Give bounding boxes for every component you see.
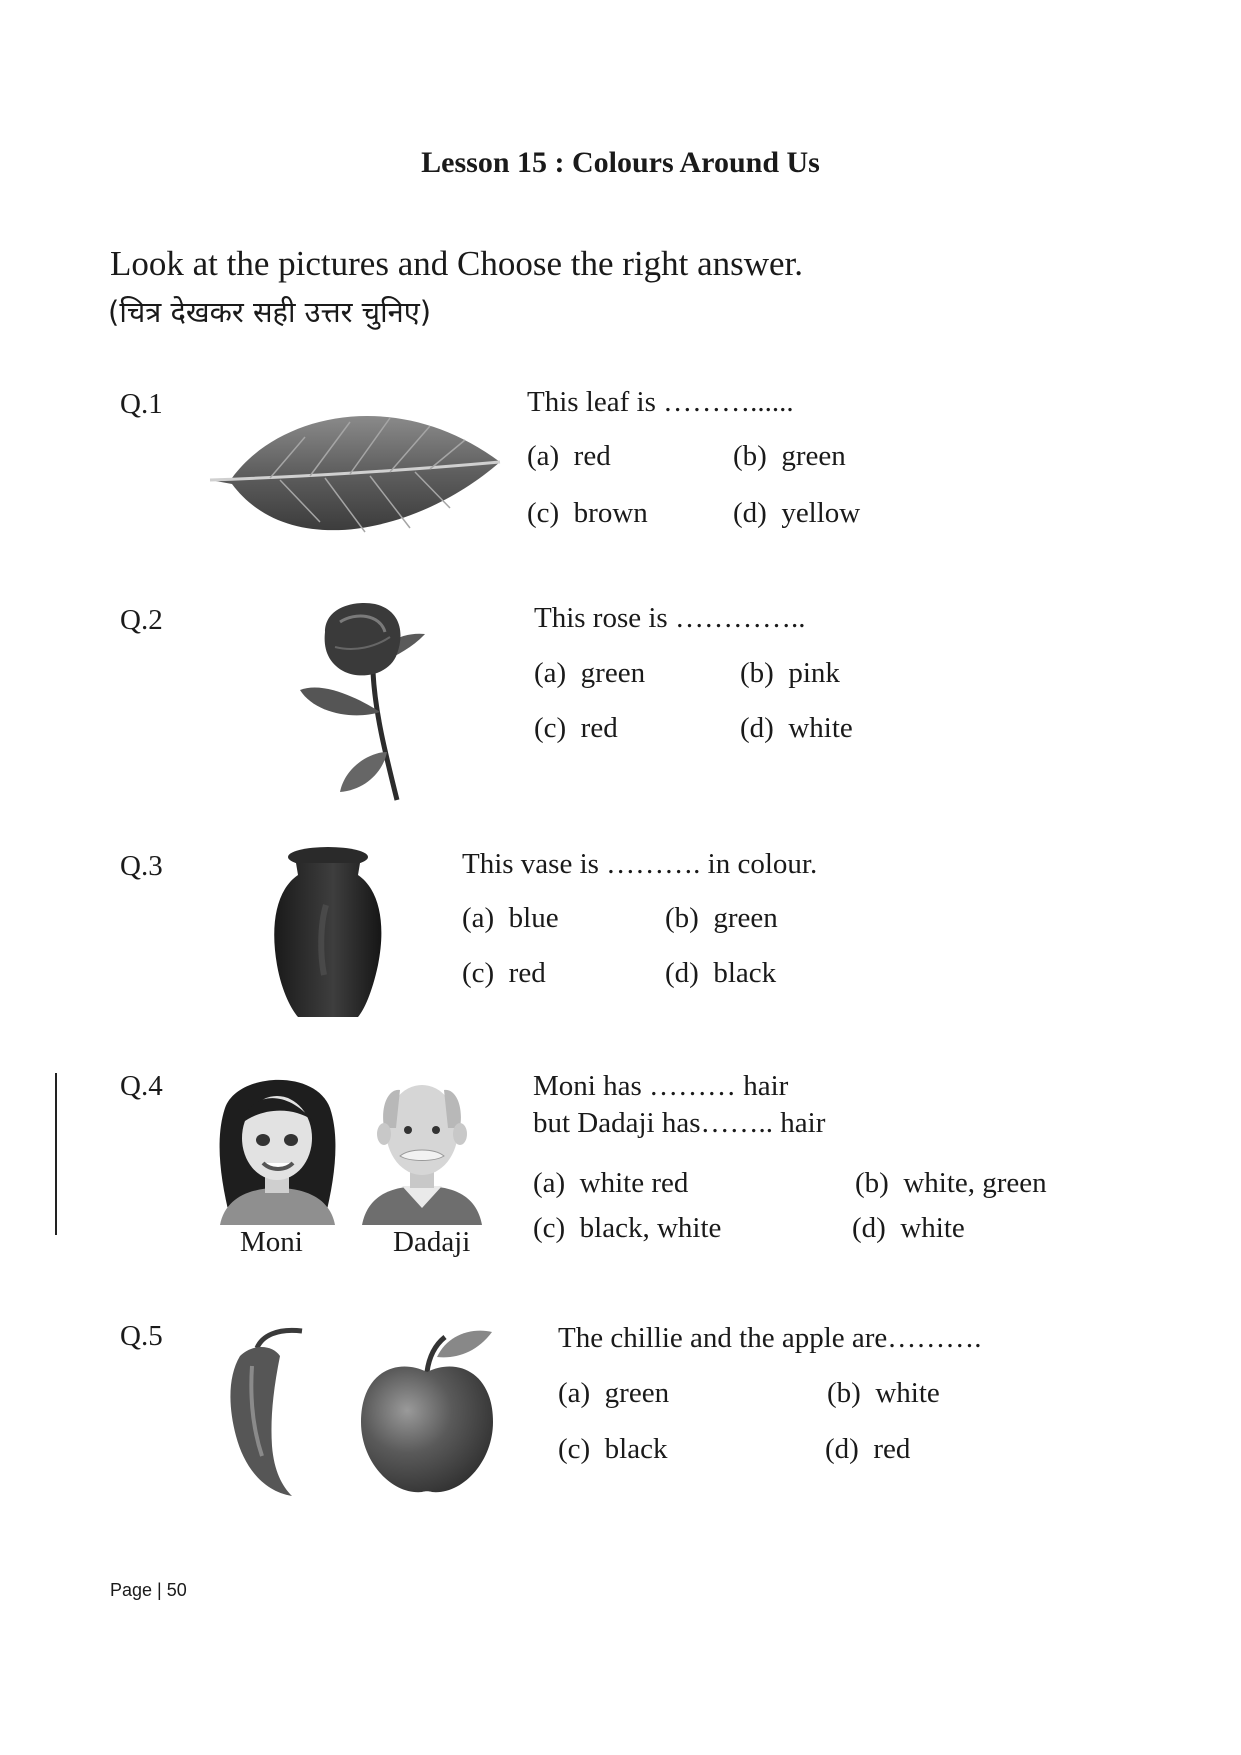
option-d[interactable]: (d) red: [825, 1433, 911, 1465]
margin-line: [55, 1073, 57, 1235]
rose-image: [285, 602, 435, 802]
instruction-hindi: (चित्र देखकर सही उत्तर चुनिए): [108, 295, 432, 329]
option-b[interactable]: (b) white: [827, 1377, 940, 1409]
option-d[interactable]: (d) white: [852, 1212, 965, 1244]
leaf-image: [210, 392, 505, 552]
option-a[interactable]: (a) blue: [462, 902, 559, 934]
option-a[interactable]: (a) white red: [533, 1167, 689, 1199]
option-d[interactable]: (d) black: [665, 957, 777, 989]
question-text: This rose is …………..: [534, 602, 806, 634]
option-a[interactable]: (a) green: [558, 1377, 670, 1409]
option-c[interactable]: (c) red: [462, 957, 546, 989]
option-c[interactable]: (c) black, white: [533, 1212, 722, 1244]
chilli-image: [222, 1326, 307, 1498]
option-a[interactable]: (a) red: [527, 440, 611, 472]
question-text-line2: but Dadaji has…….. hair: [533, 1107, 826, 1139]
option-b[interactable]: (b) green: [665, 902, 778, 934]
option-b[interactable]: (b) pink: [740, 657, 840, 689]
option-d[interactable]: (d) yellow: [733, 497, 861, 529]
option-b[interactable]: (b) white, green: [855, 1167, 1047, 1199]
question-number: Q.2: [120, 604, 163, 636]
question-text: The chillie and the apple are……….: [558, 1322, 982, 1354]
option-c[interactable]: (c) black: [558, 1433, 668, 1465]
question-number: Q.5: [120, 1320, 163, 1352]
caption-moni: Moni: [240, 1226, 303, 1258]
option-d[interactable]: (d) white: [740, 712, 853, 744]
option-c[interactable]: (c) red: [534, 712, 618, 744]
question-number: Q.3: [120, 850, 163, 882]
question-text: This vase is ………. in colour.: [462, 848, 818, 880]
question-number: Q.4: [120, 1070, 163, 1102]
caption-dadaji: Dadaji: [393, 1226, 471, 1258]
apple-image: [357, 1327, 497, 1497]
option-b[interactable]: (b) green: [733, 440, 846, 472]
vase-image: [268, 845, 388, 1020]
girl-moni-image: [215, 1068, 340, 1225]
option-a[interactable]: (a) green: [534, 657, 646, 689]
grandfather-dadaji-image: [360, 1068, 485, 1225]
lesson-title: Lesson 15 : Colours Around Us: [421, 146, 820, 179]
page-number: Page | 50: [110, 1580, 187, 1600]
option-c[interactable]: (c) brown: [527, 497, 648, 529]
question-number: Q.1: [120, 388, 163, 420]
instruction: Look at the pictures and Choose the right answer.: [110, 244, 804, 283]
question-text: Moni has ……… hair: [533, 1070, 789, 1102]
question-text: This leaf is ………......: [527, 386, 794, 418]
